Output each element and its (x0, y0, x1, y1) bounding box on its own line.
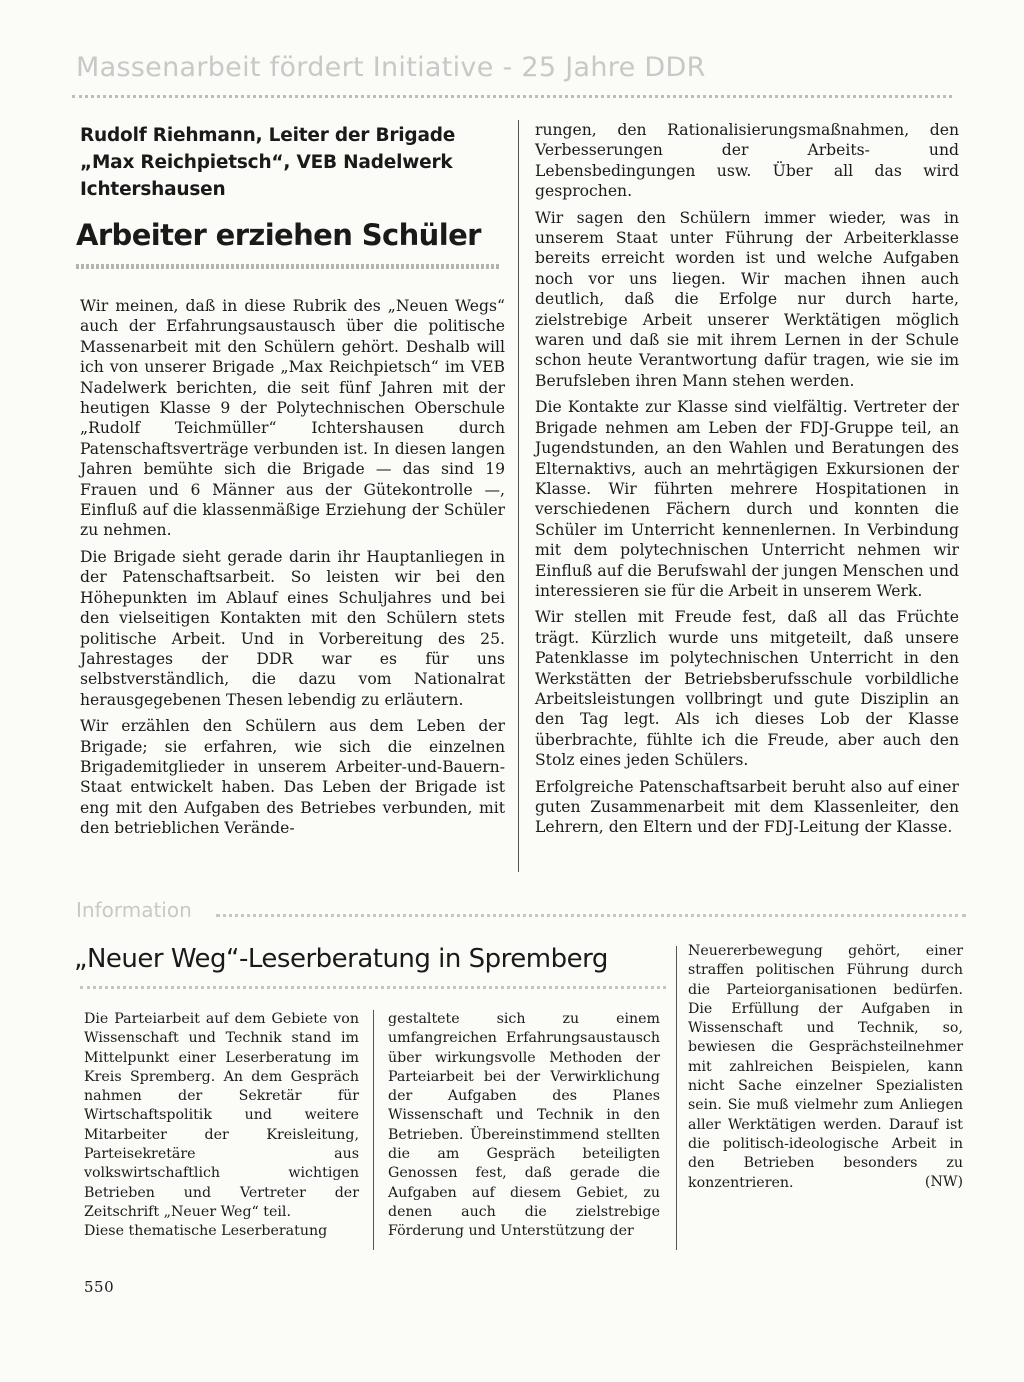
news-title-underline (80, 986, 666, 989)
article-paragraph: Wir sagen den Schülern immer wieder, was in unserem Staat unter Führung der Arbeiterklasse bereits erreicht worden ist und welche Aufgaben noch vor uns liegen. Wir machen ihnen auch deutlich, daß die Erfolge nur durch harte, zielstrebige Arbeit unserer Werktätigen möglich waren und daß sie mit ihrem Lernen in der Schule schon heute Verantwortung dafür tragen, wie sie im Berufsleben ihren Mann stehen werden. (535, 208, 959, 390)
author-line: Rudolf Riehmann, Leiter der Brigade (80, 125, 456, 146)
article-title: Arbeiter erziehen Schüler (76, 218, 481, 252)
news-column-2 (388, 1010, 660, 1242)
article-paragraph: Die Kontakte zur Klasse sind vielfältig. Vertreter der Brigade nehmen am Leben der FDJ-Gruppe teil, an Jugendstunden, an den Wahlen und Beratungen des Elternaktivs, auch an mehrtägigen Exkursionen der Klasse. Wir führten mehrere Hospitationen in verschiedenen Fächern durch und konnten die Schüler im Unterricht kennenlernen. In Verbindung mit dem polytechnischen Unterricht nehmen wir Einfluß auf die Berufswahl der jungen Menschen und interessieren sie für die Arbeit in unserem Werk. (535, 398, 959, 600)
article-paragraph: Wir erzählen den Schülern aus dem Leben der Brigade; sie erfahren, wie sich die einzelnen Brigademitglieder in unserem Arbeiter-und-Bauern-Staat entwickelt haben. Das Leben der Brigade ist eng mit den Aufgaben des Betriebes verbunden, mit den betrieblichen Verände- (80, 717, 505, 838)
news-title: „Neuer Weg“-Leserberatung in Spremberg (74, 944, 608, 974)
article-paragraph: Erfolgreiche Patenschaftsarbeit beruht also auf einer guten Zusammenarbeit mit dem Klassenleiter, den Lehrern, den Eltern und der FDJ-Leitung der Klasse. (535, 777, 959, 837)
article-paragraph: Wir meinen, daß in diese Rubrik des „Neuen Wegs“ auch der Erfahrungsaustausch über die politische Massenarbeit mit den Schülern gehört. Deshalb will ich von unserer Brigade „Max Reichpietsch“ im VEB Nadelwerk berichten, die seit fünf Jahren mit der heutigen Klasse 9 der Polytechnischen Oberschule „Rudolf Teichmüller“ Ichtershausen durch Patenschaftsverträge verbunden ist. In diesen langen Jahren bemühte sich die Brigade — das sind 19 Frauen und 6 Männer aus der Gütekontrolle —, Einfluß auf die klassenmäßige Erziehung der Schüler zu nehmen. (80, 297, 505, 540)
title-underline (76, 264, 501, 269)
news-paragraph: gestaltete sich zu einem umfangreichen Erfahrungsaustausch über wirkungsvolle Methoden der Parteiarbeit bei der Verwirklichung der Aufgaben des Planes Wissenschaft und Technik in den Betrieben. Übereinstimmend stellten die am Gespräch beteiligten Genossen fest, daß gerade die Aufgaben auf diesem Gebiet, zu denen auch die zielstrebige Förderung und Unterstützung der (388, 1011, 660, 1240)
article-column-right (535, 120, 959, 838)
author-line: Ichtershausen (80, 179, 226, 200)
page-header-title: Massenarbeit fördert Initiative - 25 Jahre DDR (76, 52, 706, 83)
column-divider (676, 946, 677, 1250)
column-divider (373, 1010, 374, 1250)
section-divider (216, 914, 966, 917)
news-signature: (NW) (924, 1173, 963, 1190)
section-label-information: Information (76, 898, 192, 922)
header-divider (72, 95, 952, 98)
page-number: 550 (84, 1278, 115, 1296)
news-paragraph: Neuererbewegung gehört, einer straffen politischen Führung durch die Parteiorganisationen bedürfen. Die Erfüllung der Aufgaben in Wissenschaft und Technik, so, bewiesen die Gesprächsteilnehmer mit zahlreichen Beispielen, kann nicht Sache einzelner Spezialisten sein. Sie muß vielmehr zum Anliegen aller Werktätigen werden. Darauf ist die politisch-ideologische Arbeit in den Betrieben besonders zu konzentrieren. (688, 943, 963, 1191)
article-paragraph: rungen, den Rationalisierungsmaßnahmen, den Verbesserungen der Arbeits- und Lebensbedingungen usw. Über all das wird gesprochen. (535, 121, 959, 201)
column-divider (518, 120, 519, 872)
news-column-1 (84, 1010, 359, 1242)
article-paragraph: Die Brigade sieht gerade darin ihr Hauptanliegen in der Patenschaftsarbeit. So leisten wir bei den Höhepunkten im Ablauf eines Schuljahres und bei den vielseitigen Kontakten mit den Schülern stets politische Arbeit. Und in Vorbereitung des 25. Jahrestages der DDR war es für uns selbstverständlich, die dazu vom Nationalrat herausgegebenen Thesen lebendig zu erläutern. (80, 547, 505, 709)
news-paragraph: Die Parteiarbeit auf dem Gebiete von Wissenschaft und Technik stand im Mittelpunkt einer Leserberatung im Kreis Spremberg. An dem Gespräch nahmen der Sekretär für Wirtschaftspolitik und weitere Mitarbeiter der Kreisleitung, Parteisekretäre aus volkswirtschaftlich wichtigen Betrieben und Vertreter der Zeitschrift „Neuer Weg“ teil. (84, 1011, 359, 1220)
article-author (80, 122, 480, 203)
article-column-left (80, 296, 505, 839)
news-column-3 (688, 942, 963, 1192)
article-paragraph: Wir stellen mit Freude fest, daß all das Früchte trägt. Kürzlich wurde uns mitgeteilt, daß unsere Patenklasse im polytechnischen Unterricht in den Werkstätten der Betriebsberufsschule vorbildliche Arbeitsleistungen vollbringt und gute Disziplin an den Tag legt. Als ich dieses Lob der Klasse überbrachte, fühlte ich die Freude, aber auch den Stolz eines jeden Schülers. (535, 608, 959, 770)
author-line: „Max Reichpietsch“, VEB Nadelwerk (80, 152, 453, 173)
news-paragraph: Diese thematische Leserberatung (84, 1223, 328, 1240)
